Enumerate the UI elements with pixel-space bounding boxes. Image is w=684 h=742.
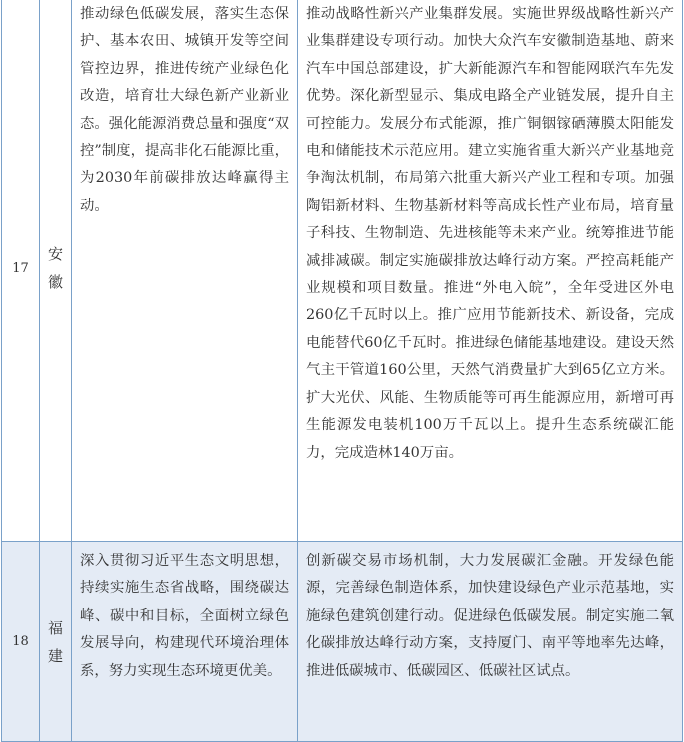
province-name: 福建 xyxy=(47,618,63,665)
goal-cell: 深入贯彻习近平生态文明思想，持续实施生态省战略，围绕碳达峰、碳中和目标，全面树立绿色发展导向，构建现代环境治理体系，努力实现生态环境更优美。 xyxy=(72,542,298,742)
actions-cell: 推动战略性新兴产业集群发展。实施世界级战略性新兴产业集群建设专项行动。加快大众汽车安徽制造基地、蔚来汽车中国总部建设，扩大新能源汽车和智能网联汽车先发优势。深化新型显示、集成电路全产业链发展，提升自主可控能力。发展分布式能源，推广铜铟镓硒薄膜太阳能发电和储能技术示范应用。建立实施省重大新兴产业基地竞争淘汰机制，布局第六批重大新兴产业工程和专项。加强陶铝新材料、生物基新材料等高成长性产业布局，培育量子科技、生物制造、先进核能等未来产业。统筹推进节能减排减碳。制定实施碳排放达峰行动方案。严控高耗能产业规模和项目数量。推进“外电入皖”，全年受进区外电260亿千瓦时以上。推广应用节能新技术、新设备，完成电能替代60亿千瓦时。推进绿色储能基地建设。建设天然气主干管道160公里，天然气消费量扩大到65亿立方米。扩大光伏、风能、生物质能等可再生能源应用，新增可再生能源发电装机100万千瓦以上。提升生态系统碳汇能力，完成造林140万亩。 xyxy=(298,0,683,542)
actions-cell: 创新碳交易市场机制，大力发展碳汇金融。开发绿色能源，完善绿色制造体系，加快建设绿色产业示范基地，实施绿色建筑创建行动。促进绿色低碳发展。制定实施二氧化碳排放达峰行动方案，支持厦门、南平等地率先达峰，推进低碳城市、低碳园区、低碳社区试点。 xyxy=(298,542,683,742)
table-row xyxy=(2,542,683,742)
table-row xyxy=(2,0,683,542)
goal-cell: 推动绿色低碳发展，落实生态保护、基本农田、城镇开发等空间管控边界，推进传统产业绿色化改造，培育壮大绿色新产业新业态。强化能源消费总量和强度“双控”制度，提高非化石能源比重，为2030年前碳排放达峰赢得主动。 xyxy=(72,0,298,542)
row-number: 17 xyxy=(2,0,40,542)
province-name: 安徽 xyxy=(47,245,63,291)
policy-table xyxy=(1,0,683,742)
province-cell xyxy=(40,542,72,742)
row-number: 18 xyxy=(2,542,40,742)
province-cell xyxy=(40,0,72,542)
